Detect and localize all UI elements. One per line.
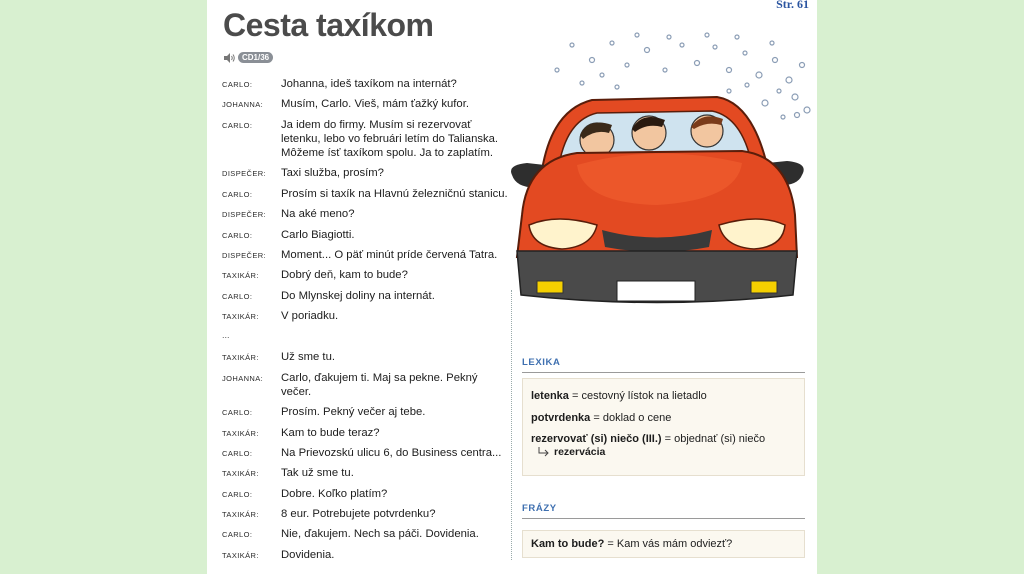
- dialogue: [207, 0, 507, 574]
- frazy-rule: [522, 518, 805, 519]
- speaker-label: CARLO:: [222, 231, 253, 240]
- frazy-heading: FRÁZY: [522, 503, 557, 514]
- speaker-label: CARLO:: [222, 408, 253, 417]
- speaker-label: CARLO:: [222, 490, 253, 499]
- vocab-term: letenka: [531, 390, 569, 402]
- phrase-term: Kam to bude?: [531, 538, 605, 550]
- speaker-label: TAXIKÁR:: [222, 429, 259, 438]
- line-text: Prosím. Pekný večer aj tebe.: [281, 406, 426, 418]
- speaker-label: TAXIKÁR:: [222, 271, 259, 280]
- vocab-term: rezervovať (si) niečo (III.): [531, 433, 662, 445]
- line-text: Johanna, ideš taxíkom na internát?: [281, 78, 457, 90]
- column-divider: [511, 290, 512, 560]
- speaker-label: CARLO:: [222, 292, 253, 301]
- line-text: Kam to bude teraz?: [281, 427, 380, 439]
- line-text: Carlo Biagiotti.: [281, 229, 355, 241]
- phrase-entry: [531, 538, 732, 550]
- speaker-label: CARLO:: [222, 530, 253, 539]
- speaker-label: TAXIKÁR:: [222, 551, 259, 560]
- speaker-label: JOHANNA:: [222, 100, 264, 109]
- line-text: Prosím si taxík na Hlavnú železničnú stanicu.: [281, 188, 508, 200]
- speaker-label: CARLO:: [222, 80, 253, 89]
- speaker-label: CARLO:: [222, 190, 253, 199]
- line-text: Nie, ďakujem. Nech sa páči. Dovidenia.: [281, 528, 479, 540]
- speaker-label: TAXIKÁR:: [222, 510, 259, 519]
- page-number: Str. 61: [776, 0, 809, 11]
- derived-entry: [537, 446, 605, 458]
- line-text: V poriadku.: [281, 310, 339, 322]
- speaker-label: JOHANNA:: [222, 374, 264, 383]
- speaker-label: DISPEČER:: [222, 210, 267, 219]
- vocab-definition: = doklad o cene: [590, 412, 672, 424]
- line-text: Taxi služba, prosím?: [281, 167, 384, 179]
- lexika-heading: LEXIKA: [522, 357, 561, 368]
- speaker-label: DISPEČER:: [222, 251, 267, 260]
- speaker-label: DISPEČER:: [222, 169, 267, 178]
- ellipsis: ...: [222, 330, 230, 340]
- vocab-definition: = objednať (si) niečo: [661, 433, 766, 445]
- vocab-definition: = cestovný lístok na lietadlo: [568, 390, 707, 402]
- line-text: Dobrý deň, kam to bude?: [281, 269, 408, 281]
- lexika-box: [522, 378, 805, 476]
- audio-track-badge: CD1/36: [238, 52, 273, 63]
- line-text: Moment... O päť minút príde červená Tatra.: [281, 249, 498, 261]
- vocab-entry: [531, 390, 707, 402]
- line-text: Na aké meno?: [281, 208, 355, 220]
- speaker-label: CARLO:: [222, 121, 253, 130]
- page-title: Cesta taxíkom: [223, 7, 434, 43]
- vocab-entry: [531, 433, 765, 445]
- line-text: Musím, Carlo. Vieš, mám ťažký kufor.: [281, 98, 469, 110]
- textbook-page: [207, 0, 817, 574]
- line-text: Dovidenia.: [281, 549, 335, 561]
- phrase-definition: = Kam vás mám odviezť?: [604, 538, 733, 550]
- line-text: Tak už sme tu.: [281, 467, 354, 479]
- speaker-label: CARLO:: [222, 449, 253, 458]
- frazy-box: [522, 530, 805, 558]
- red-taxi-car-icon: [497, 25, 817, 325]
- speaker-label: TAXIKÁR:: [222, 469, 259, 478]
- line-text: Carlo, ďakujem ti. Maj sa pekne. Pekný večer.: [281, 372, 478, 398]
- line-text: Do Mlynskej doliny na internát.: [281, 290, 435, 302]
- line-text: Ja idem do firmy. Musím si rezervovať letenku, lebo vo februári letím do Talianska. Môžeme ísť taxíkom spolu. Ja to zaplatím.: [281, 119, 499, 159]
- line-text: Dobre. Koľko platím?: [281, 488, 388, 500]
- line-text: 8 eur. Potrebujete potvrdenku?: [281, 508, 436, 520]
- vocab-term: potvrdenka: [531, 412, 591, 424]
- derived-term: rezervácia: [554, 446, 606, 458]
- arrow-icon: [537, 447, 551, 457]
- lexika-rule: [522, 372, 805, 373]
- vocab-entry: [531, 412, 671, 424]
- speaker-label: TAXIKÁR:: [222, 353, 259, 362]
- line-text: Na Prievozskú ulicu 6, do Business centra...: [281, 447, 502, 459]
- line-text: Už sme tu.: [281, 351, 335, 363]
- speaker-label: TAXIKÁR:: [222, 312, 259, 321]
